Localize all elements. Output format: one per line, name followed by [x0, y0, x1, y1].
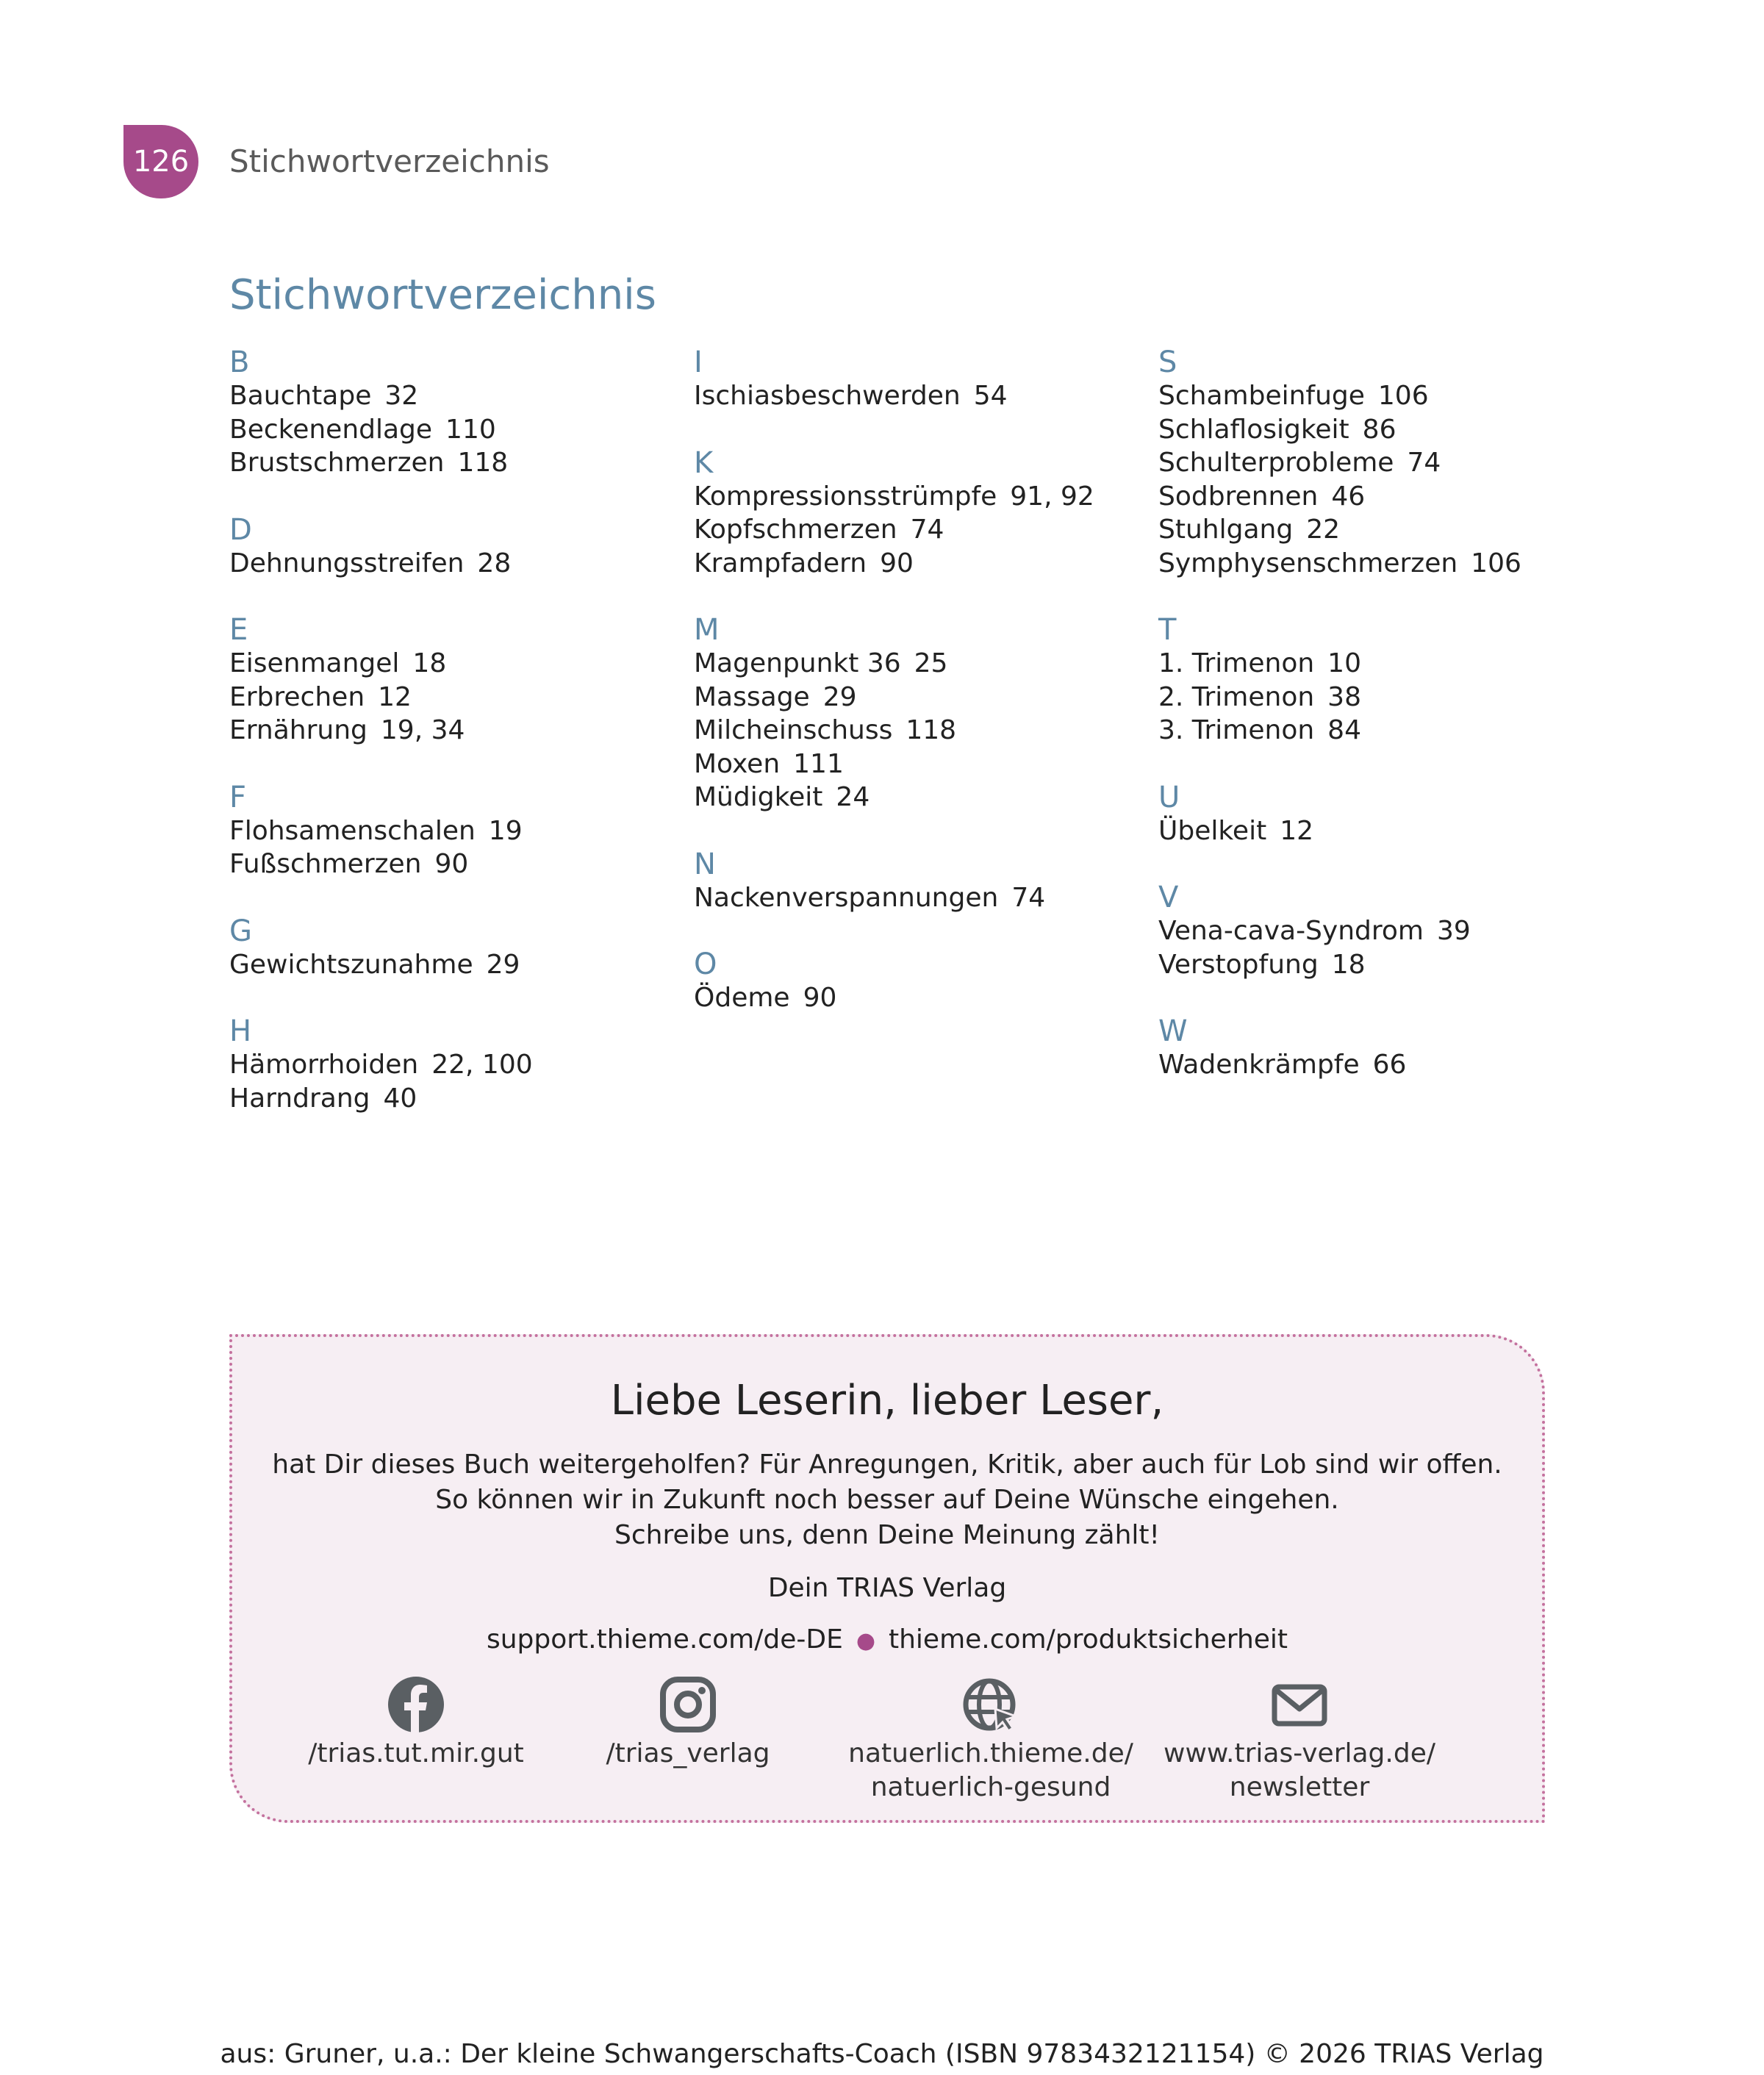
bullet-separator: ●	[856, 1628, 875, 1654]
section-title: Stichwortverzeichnis	[229, 271, 656, 319]
globe-icon	[961, 1675, 1020, 1734]
index-page-numbers: 118	[906, 715, 957, 745]
index-page-numbers: 74	[1407, 448, 1441, 478]
index-entry	[1158, 480, 1614, 514]
index-letter-heading: U	[1158, 780, 1180, 814]
index-term: Sodbrennen	[1158, 481, 1319, 512]
index-entry	[694, 748, 1150, 781]
index-page-numbers: 19	[488, 815, 523, 846]
page-number-badge: 126	[123, 125, 198, 198]
index-letter-group	[229, 1014, 685, 1115]
mail-icon	[1270, 1675, 1329, 1734]
social-website[interactable]	[829, 1675, 1152, 1805]
index-term: Hämorrhoiden	[229, 1050, 419, 1080]
index-page-numbers: 86	[1362, 414, 1396, 445]
index-page-numbers: 22	[1306, 515, 1340, 545]
index-entry	[694, 513, 1150, 547]
reader-box-body	[232, 1447, 1542, 1553]
index-page-numbers: 25	[914, 648, 948, 678]
index-letter-group	[229, 914, 685, 982]
index-term: Dehnungsstreifen	[229, 548, 465, 578]
index-letter-heading: G	[229, 914, 252, 948]
index-page-numbers: 84	[1327, 715, 1361, 745]
index-entry	[1158, 714, 1614, 748]
index-letter-heading: E	[229, 613, 248, 647]
index-letter-heading: N	[694, 847, 716, 881]
index-entry	[1158, 647, 1614, 681]
index-entry	[229, 547, 685, 581]
index-term: Krampfadern	[694, 548, 867, 578]
index-term: Brustschmerzen	[229, 448, 445, 478]
index-letter-group	[1158, 345, 1614, 580]
index-entry	[229, 847, 685, 881]
index-page-numbers: 90	[803, 983, 837, 1013]
index-page-numbers: 66	[1372, 1050, 1407, 1080]
index-column-1	[229, 345, 685, 1148]
index-term: Massage	[694, 681, 810, 712]
index-term: Wadenkrämpfe	[1158, 1050, 1360, 1080]
index-letter-heading: D	[229, 512, 252, 547]
index-entry	[694, 379, 1150, 413]
index-entry	[1158, 948, 1614, 982]
instagram-icon	[659, 1675, 717, 1734]
index-letter-group	[229, 781, 685, 881]
index-page-numbers: 90	[880, 548, 914, 578]
index-entry	[229, 814, 685, 848]
index-letter-group	[1158, 613, 1614, 748]
social-label: natuerlich.thieme.de/	[848, 1738, 1133, 1768]
index-entry	[229, 681, 685, 714]
index-page-numbers: 91, 92	[1010, 481, 1094, 512]
index-page-numbers: 28	[477, 548, 512, 578]
index-letter-group	[229, 513, 685, 581]
index-page-numbers: 46	[1331, 481, 1366, 512]
index-term: Schambeinfuge	[1158, 381, 1365, 411]
index-term: Schlaflosigkeit	[1158, 414, 1349, 445]
index-letter-group	[1158, 781, 1614, 848]
index-term: Übelkeit	[1158, 815, 1267, 846]
social-instagram[interactable]	[526, 1675, 850, 1771]
index-entry	[694, 681, 1150, 714]
index-term: Nackenverspannungen	[694, 882, 999, 913]
index-page-numbers: 29	[486, 949, 520, 980]
index-page-numbers: 24	[836, 782, 870, 812]
index-entry	[694, 647, 1150, 681]
index-letter-heading: M	[694, 613, 720, 647]
index-letter-heading: O	[694, 947, 717, 981]
index-term: Symphysenschmerzen	[1158, 548, 1458, 578]
index-entry	[229, 1082, 685, 1116]
index-term: Magenpunkt 36	[694, 648, 901, 678]
reader-box-line: hat Dir dieses Buch weitergeholfen? Für Anregungen, Kritik, aber auch für Lob sind wir offen.	[272, 1449, 1502, 1480]
reader-feedback-box	[229, 1334, 1545, 1823]
index-letter-group	[694, 947, 1150, 1015]
index-term: Milcheinschuss	[694, 715, 893, 745]
index-term: Moxen	[694, 748, 781, 779]
index-page-numbers: 22, 100	[431, 1050, 533, 1080]
index-entry	[1158, 814, 1614, 848]
index-column-2	[694, 345, 1150, 1048]
index-letter-heading: K	[694, 445, 714, 480]
index-entry	[1158, 513, 1614, 547]
index-term: 1. Trimenon	[1158, 648, 1315, 678]
index-letter-group	[229, 345, 685, 480]
index-letter-heading: I	[694, 345, 703, 379]
index-term: Müdigkeit	[694, 782, 823, 812]
index-page-numbers: 40	[383, 1083, 417, 1114]
index-letter-heading: S	[1158, 345, 1177, 379]
index-page-numbers: 90	[434, 849, 469, 879]
support-link[interactable]: support.thieme.com/de-DE	[486, 1624, 843, 1655]
index-entry	[229, 714, 685, 748]
index-term: 2. Trimenon	[1158, 681, 1315, 712]
index-letter-group	[1158, 1014, 1614, 1082]
index-term: Beckenendlage	[229, 414, 433, 445]
index-term: Schulterprobleme	[1158, 448, 1394, 478]
index-page-numbers: 74	[910, 515, 944, 545]
running-title: Stichwortverzeichnis	[229, 143, 550, 179]
index-term: Bauchtape	[229, 381, 372, 411]
reader-box-line: Schreibe uns, denn Deine Meinung zählt!	[614, 1520, 1160, 1550]
index-page-numbers: 111	[793, 748, 844, 779]
index-entry	[1158, 1048, 1614, 1082]
index-entry	[229, 1048, 685, 1082]
reader-box-signature: Dein TRIAS Verlag	[767, 1573, 1007, 1603]
footer-credit: aus: Gruner, u.a.: Der kleine Schwangerschafts-Coach (ISBN 9783432121154) © 2026 TRIAS Verlag	[220, 2039, 1544, 2069]
social-newsletter[interactable]	[1138, 1675, 1461, 1805]
index-term: Vena-cava-Syndrom	[1158, 916, 1424, 946]
index-term: Kopfschmerzen	[694, 515, 897, 545]
social-label: natuerlich-gesund	[870, 1772, 1111, 1802]
index-page-numbers: 12	[1280, 815, 1313, 846]
index-entry	[229, 446, 685, 480]
index-term: Ischiasbeschwerden	[694, 381, 961, 411]
index-entry	[694, 547, 1150, 581]
index-term: Ödeme	[694, 983, 790, 1013]
index-page-numbers: 29	[822, 681, 857, 712]
social-label: /trias.tut.mir.gut	[308, 1738, 524, 1768]
index-term: Flohsamenschalen	[229, 815, 476, 846]
product-safety-link[interactable]: thieme.com/produktsicherheit	[889, 1624, 1288, 1655]
index-page-numbers: 106	[1471, 548, 1521, 578]
index-entry	[1158, 413, 1614, 447]
index-letter-group	[1158, 881, 1614, 981]
index-entry	[694, 480, 1150, 514]
social-label: /trias_verlag	[606, 1738, 770, 1768]
index-page-numbers: 54	[973, 381, 1008, 411]
index-entry	[1158, 914, 1614, 948]
facebook-icon	[387, 1675, 445, 1734]
index-page-numbers: 39	[1436, 916, 1471, 946]
index-page-numbers: 110	[445, 414, 496, 445]
index-letter-heading: V	[1158, 881, 1179, 914]
index-letter-heading: B	[229, 345, 250, 379]
index-entry	[694, 881, 1150, 915]
index-page-numbers: 18	[1331, 949, 1366, 980]
index-term: Fußschmerzen	[229, 849, 422, 879]
index-letter-group	[694, 446, 1150, 581]
index-entry	[1158, 547, 1614, 581]
index-letter-group	[229, 613, 685, 748]
index-term: Ernährung	[229, 715, 368, 745]
index-letter-heading: W	[1158, 1014, 1188, 1048]
reader-box-links	[232, 1622, 1542, 1659]
index-page-numbers: 38	[1327, 681, 1361, 712]
index-page-numbers: 18	[412, 648, 447, 678]
index-term: 3. Trimenon	[1158, 715, 1315, 745]
index-term: Harndrang	[229, 1083, 370, 1114]
index-entry	[229, 379, 685, 413]
index-term: Kompressionsstrümpfe	[694, 481, 997, 512]
index-entry	[229, 413, 685, 447]
index-term: Verstopfung	[1158, 949, 1319, 980]
index-entry	[694, 981, 1150, 1015]
index-page-numbers: 19, 34	[380, 715, 465, 745]
index-entry	[229, 948, 685, 982]
index-entry	[229, 647, 685, 681]
index-page-numbers: 118	[457, 448, 509, 478]
index-term: Eisenmangel	[229, 648, 400, 678]
social-label: newsletter	[1229, 1772, 1370, 1802]
index-page-numbers: 74	[1011, 882, 1046, 913]
index-term: Gewichtszunahme	[229, 949, 473, 980]
index-term: Stuhlgang	[1158, 515, 1294, 545]
index-entry	[1158, 681, 1614, 714]
index-term: Erbrechen	[229, 681, 365, 712]
index-column-3	[1158, 345, 1614, 1115]
index-page-numbers: 10	[1327, 648, 1361, 678]
index-entry	[1158, 446, 1614, 480]
index-page-numbers: 106	[1377, 381, 1429, 411]
index-letter-heading: H	[229, 1014, 252, 1048]
index-letter-heading: T	[1158, 613, 1177, 647]
reader-box-line: So können wir in Zukunft noch besser auf Deine Wünsche eingehen.	[435, 1485, 1339, 1515]
social-label: www.trias-verlag.de/	[1164, 1738, 1435, 1768]
reader-box-heading: Liebe Leserin, lieber Leser,	[610, 1377, 1164, 1424]
index-letter-group	[694, 345, 1150, 413]
index-entry	[694, 714, 1150, 748]
index-entry	[694, 781, 1150, 814]
index-letter-group	[694, 613, 1150, 814]
index-letter-group	[694, 847, 1150, 915]
index-letter-heading: F	[229, 780, 247, 814]
index-page-numbers: 12	[378, 681, 412, 712]
index-page-numbers: 32	[384, 381, 419, 411]
index-entry	[1158, 379, 1614, 413]
